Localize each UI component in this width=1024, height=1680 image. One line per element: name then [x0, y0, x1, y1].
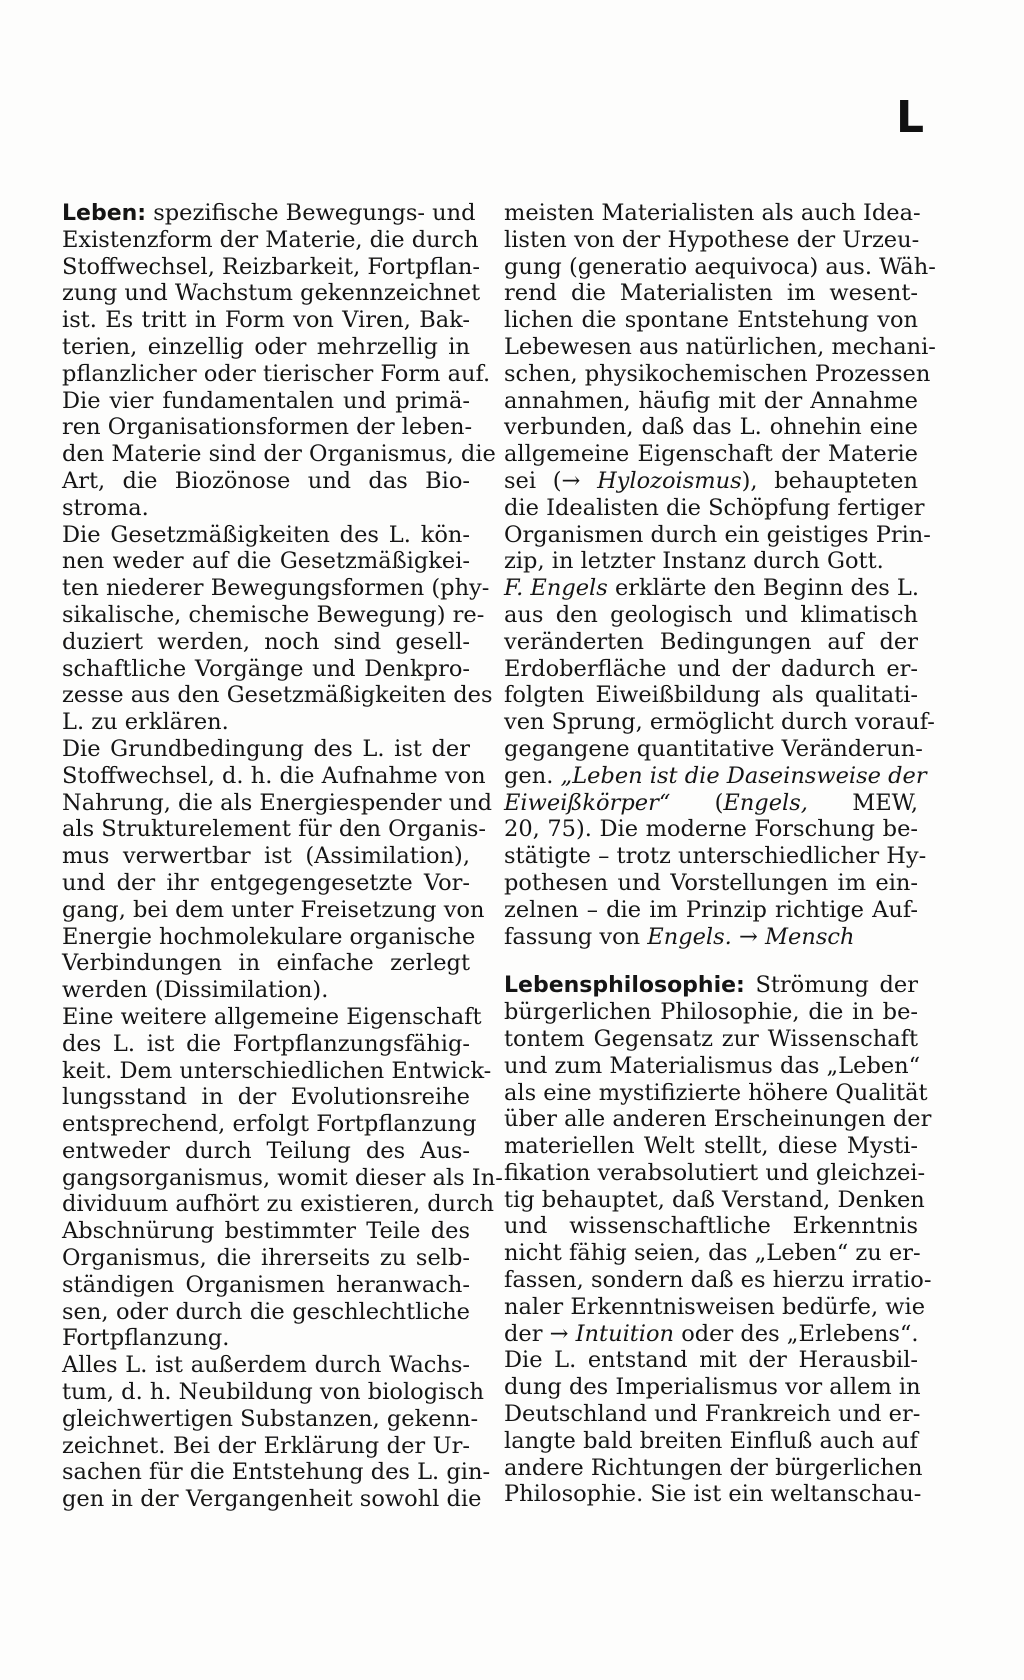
- quote-cont: Eiweißkörper“: [504, 789, 671, 816]
- text-line: Eine weitere allgemeine Eigenschaft: [62, 1003, 482, 1030]
- text-line: materiellen Welt stellt, diese Mysti-: [504, 1133, 918, 1160]
- arrow-icon: →: [561, 467, 581, 494]
- text-line: die Idealisten die Schöpfung fertiger: [504, 494, 925, 521]
- text-line: zung und Wachstum gekennzeichnet: [62, 280, 481, 307]
- text-line: Stoffwechsel, Reizbarkeit, Fortpflan-: [62, 253, 481, 280]
- text-line: ven Sprung, ermöglicht durch vorauf-: [504, 709, 935, 736]
- text-line: Die L. entstand mit der Herausbil-: [504, 1347, 918, 1374]
- text-line: der → Intuition oder des „Erlebens“.: [504, 1320, 919, 1347]
- text-line: Verbindungen in einfache zerlegt: [62, 950, 470, 977]
- text-line: duziert werden, noch sind gesell-: [62, 628, 470, 655]
- text-line: langte bald breiten Einfluß auch auf: [504, 1427, 918, 1454]
- text-line: stätigte – trotz unterschiedlicher Hy-: [504, 843, 927, 870]
- text-line: des L. ist die Fortpflanzungsfähig-: [62, 1030, 470, 1057]
- text-line: annahmen, häufig mit der Annahme: [504, 387, 918, 414]
- text-line: Philosophie. Sie ist ein weltanschau-: [504, 1481, 922, 1508]
- text-line: keit. Dem unterschiedlichen Entwick-: [62, 1057, 492, 1084]
- text-line: schen, physikochemischen Prozessen: [504, 360, 931, 387]
- text-line: terien, einzellig oder mehrzellig in: [62, 333, 470, 360]
- text-line: Alles L. ist außerdem durch Wachs-: [62, 1352, 470, 1379]
- text-line: F. Engels erklärte den Beginn des L.: [504, 575, 919, 602]
- text-line: Lebensphilosophie: Strömung der: [504, 972, 918, 999]
- text-line: fassung von Engels. → Mensch: [504, 923, 855, 950]
- text-line: Energie hochmolekulare organische: [62, 923, 476, 950]
- text-line: ist. Es tritt in Form von Viren, Bak-: [62, 307, 470, 334]
- arrow-icon: →: [738, 923, 758, 950]
- text-line: pflanzlicher oder tierischer Form auf.: [62, 360, 491, 387]
- xref-mensch[interactable]: Mensch: [764, 923, 855, 950]
- name-engels-end: Engels.: [647, 923, 732, 950]
- text-line: sachen für die Entstehung des L. gin-: [62, 1459, 491, 1486]
- text-line: L. zu erklären.: [62, 709, 229, 736]
- text-line: fassen, sondern daß es hierzu irratio-: [504, 1267, 932, 1294]
- left-column: [62, 200, 503, 1513]
- text-line: gleichwertigen Substanzen, gekenn-: [62, 1405, 479, 1432]
- text-line: meisten Materialisten als auch Idea-: [504, 200, 921, 226]
- text-line: sen, oder durch die geschlechtliche: [62, 1298, 470, 1325]
- quote: „Leben ist die Daseinsweise der: [560, 762, 927, 789]
- text-line: ständigen Organismen heranwach-: [62, 1271, 470, 1298]
- text-line: zip, in letzter Instanz durch Gott.: [504, 548, 884, 575]
- text-line: Leben: spezifische Bewegungs- und: [62, 200, 476, 226]
- text-line: Die Gesetzmäßigkeiten des L. kön-: [62, 521, 470, 548]
- text-line: gung (generatio aequivoca) aus. Wäh-: [504, 253, 936, 280]
- text-line: zeichnet. Bei der Erklärung der Ur-: [62, 1432, 470, 1459]
- text-line: den Materie sind der Organismus, die: [62, 441, 496, 468]
- name-engels: F. Engels: [504, 575, 608, 602]
- text-line: als eine mystifizierte höhere Qualität: [504, 1079, 928, 1106]
- text-line: Lebewesen aus natürlichen, mechani-: [504, 333, 936, 360]
- text-line: Existenzform der Materie, die durch: [62, 226, 479, 253]
- text-line: rend die Materialisten im wesent-: [504, 280, 918, 307]
- text-line: nicht fähig seien, das „Leben“ zu er-: [504, 1240, 921, 1267]
- text-line: veränderten Bedingungen auf der: [504, 628, 918, 655]
- text-line: bürgerlichen Philosophie, die in be-: [504, 999, 918, 1026]
- text-line: mus verwertbar ist (Assimilation),: [62, 843, 470, 870]
- text-line: gen in der Vergangenheit sowohl die: [62, 1486, 482, 1513]
- text-line: als Strukturelement für den Organis-: [62, 816, 487, 843]
- text-line: allgemeine Eigenschaft der Materie: [504, 441, 918, 468]
- text-line: dung des Imperialismus vor allem in: [504, 1374, 921, 1401]
- text-line: über alle anderen Erscheinungen der: [504, 1106, 932, 1133]
- text-line: Deutschland und Frankreich und er-: [504, 1401, 921, 1428]
- text-line: tontem Gegensatz zur Wissenschaft: [504, 1025, 918, 1052]
- text-line: gegangene quantitative Veränderun-: [504, 735, 923, 762]
- text-line: und zum Materialismus das „Leben“: [504, 1052, 921, 1079]
- headword-leben: Leben:: [62, 201, 147, 226]
- text-line: nen weder auf die Gesetzmäßigkei-: [62, 548, 470, 575]
- text-line: tig behauptet, daß Verstand, Denken: [504, 1186, 925, 1213]
- text-line: Nahrung, die als Energiespender und: [62, 789, 493, 816]
- text-line: Abschnürung bestimmter Teile des: [62, 1218, 470, 1245]
- text-line: 20, 75). Die moderne Forschung be-: [504, 816, 918, 843]
- arrow-icon: →: [549, 1320, 569, 1347]
- text-line: andere Richtungen der bürgerlichen: [504, 1454, 923, 1481]
- text-line: schaftliche Vorgänge und Denkpro-: [62, 655, 470, 682]
- cite-engels: Engels,: [723, 789, 808, 816]
- headword-lebensphilosophie: Lebensphilosophie:: [504, 973, 745, 999]
- text-line: Art, die Biozönose und das Bio-: [62, 467, 470, 494]
- text-line: dividuum aufhört zu existieren, durch: [62, 1191, 495, 1218]
- text-line: pothesen und Vorstellungen im ein-: [504, 869, 918, 896]
- text-line: entweder durch Teilung des Aus-: [62, 1137, 470, 1164]
- text-line: ten niederer Bewegungsformen (phy-: [62, 575, 490, 602]
- text-line: aus den geologisch und klimatisch: [504, 601, 918, 628]
- text-line: Organismus, die ihrerseits zu selb-: [62, 1245, 470, 1272]
- text-line: fikation verabsolutiert und gleichzei-: [504, 1159, 926, 1186]
- text-line: tum, d. h. Neubildung von biologisch: [62, 1379, 484, 1406]
- text-line: stroma.: [62, 494, 149, 521]
- text-line: Stoffwechsel, d. h. die Aufnahme von: [62, 762, 486, 789]
- right-column: [504, 200, 936, 1508]
- text-line: und wissenschaftliche Erkenntnis: [504, 1213, 918, 1240]
- text-line: gangsorganismus, womit dieser als In-: [62, 1164, 503, 1191]
- xref-intuition[interactable]: Intuition: [575, 1320, 675, 1347]
- section-letter: L: [896, 92, 925, 143]
- text-line: Die vier fundamentalen und primä-: [62, 387, 470, 414]
- text-line: folgten Eiweißbildung als qualitati-: [504, 682, 918, 709]
- text-line: gang, bei dem unter Freisetzung von: [62, 896, 485, 923]
- text-line: Fortpflanzung.: [62, 1325, 230, 1352]
- text-line: werden (Dissimilation).: [62, 977, 329, 1004]
- text-line: lichen die spontane Entstehung von: [504, 307, 918, 334]
- text-line: und der ihr entgegengesetzte Vor-: [62, 869, 470, 896]
- text-line: naler Erkenntnisweisen bedürfe, wie: [504, 1293, 926, 1320]
- text-line: entsprechend, erfolgt Fortpflanzung: [62, 1111, 477, 1138]
- text-line: Erdoberfläche und der dadurch er-: [504, 655, 918, 682]
- text-line: Die Grundbedingung des L. ist der: [62, 735, 470, 762]
- text-line: zesse aus den Gesetzmäßigkeiten des: [62, 682, 493, 709]
- text-line: sikalische, chemische Bewegung) re-: [62, 601, 485, 628]
- text-line: Organismen durch ein geistiges Prin-: [504, 521, 931, 548]
- text-line: verbunden, daß das L. ohnehin eine: [504, 414, 918, 441]
- text-line: listen von der Hypothese der Urzeu-: [504, 226, 920, 253]
- text-line: sei (→ Hylozoismus), behaupteten: [504, 467, 918, 494]
- text-line: ren Organisationsformen der leben-: [62, 414, 473, 441]
- text-line: zelnen – die im Prinzip richtige Auf-: [504, 896, 918, 923]
- text-line: Eiweißkörper“ (Engels, MEW,: [504, 789, 918, 816]
- xref-hylozoismus[interactable]: Hylozoismus: [597, 467, 742, 494]
- text-line: lungsstand in der Evolutionsreihe: [62, 1084, 470, 1111]
- text-line: gen. „Leben ist die Daseinsweise der: [504, 762, 927, 789]
